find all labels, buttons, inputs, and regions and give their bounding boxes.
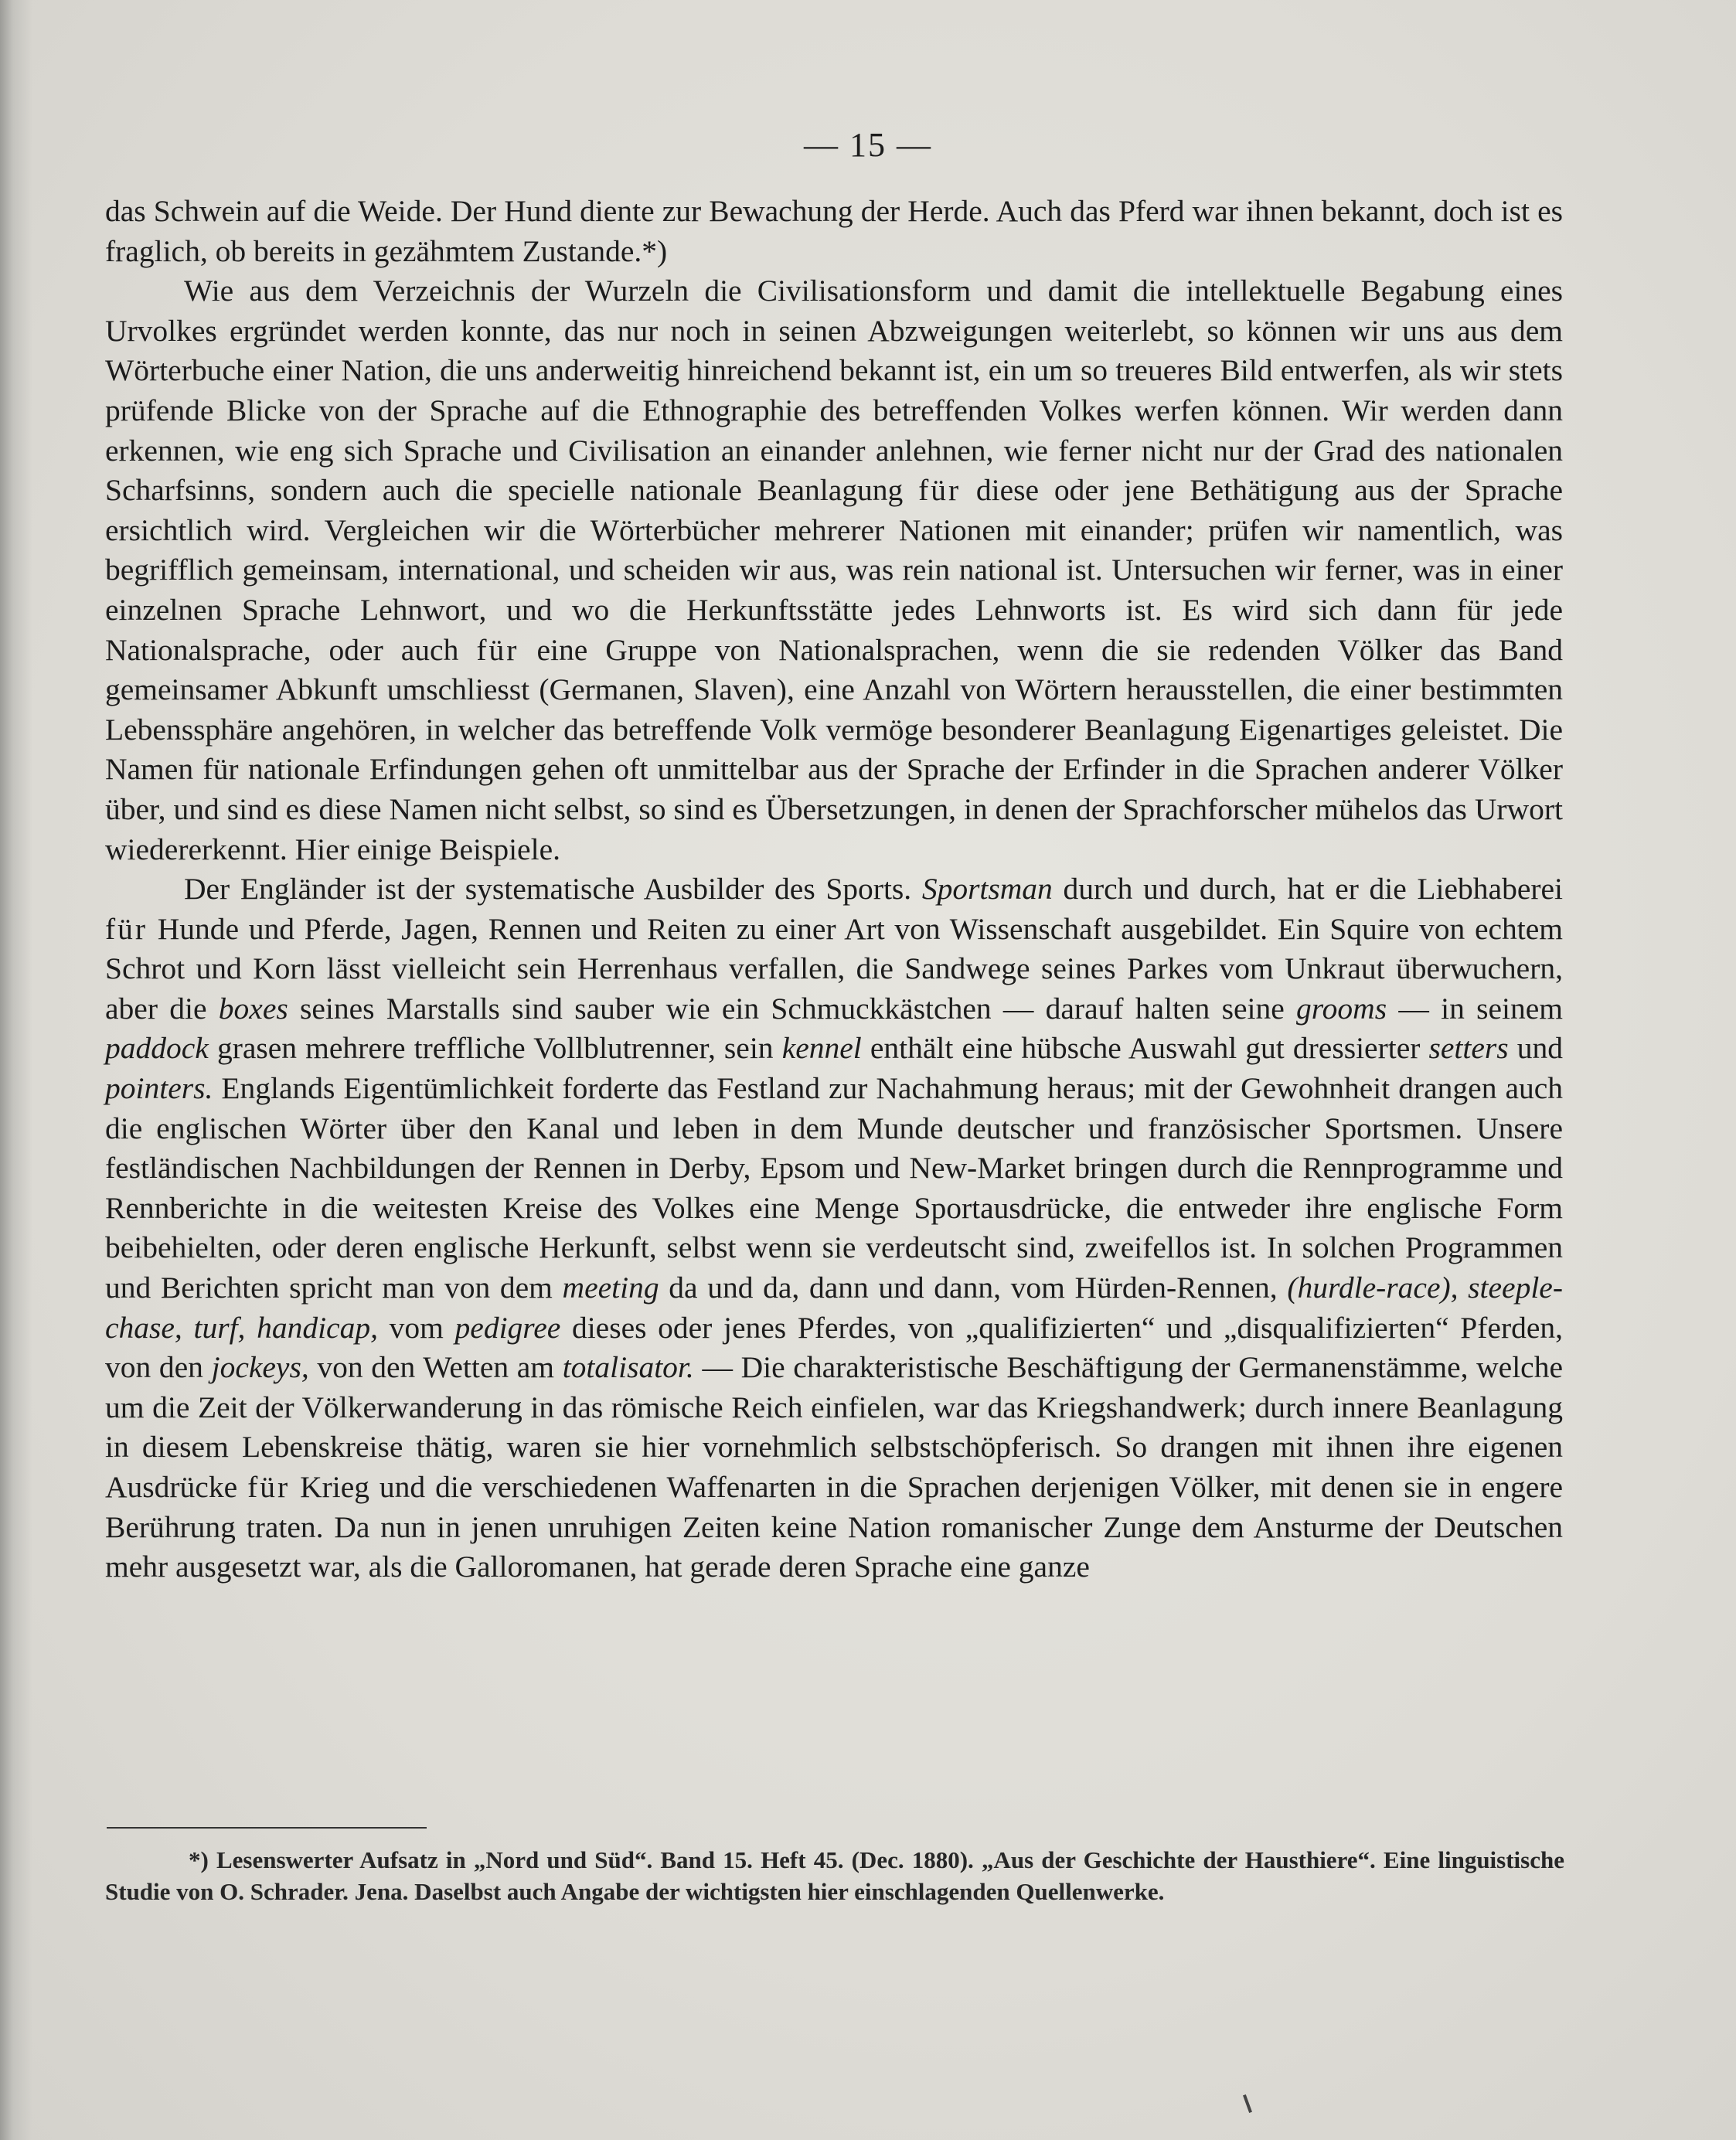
paragraph-2-text-e: eine Gruppe von Nationalsprachen, wenn die sie redenden Völker das Band gemeinsamer Abkunft umschliesst (Germanen, Slaven), eine Anzahl von Wörtern herausstellen, die einer bestimmten Lebenssphäre angehören, in welcher das betreffende Volk vermöge besonderer Beanlagung Eigenartiges geleistet. Die Namen für nationale Erfindungen gehen oft unmittelbar aus der Sprache der Erfinder in die Sprachen anderer Völker über, und sind es diese Namen nicht selbst, so sind es Übersetzungen, in denen der Sprachforscher mühelos das Urwort wiedererkennt. Hier einige Beispiele. <box>105 632 1564 866</box>
paragraph-3-text: enthält eine hübsche Auswahl gut dressierter <box>870 1031 1421 1066</box>
spaced-word: für <box>476 632 519 667</box>
spaced-word: für <box>247 1470 291 1504</box>
paragraph-3 <box>105 869 1563 1587</box>
footnote-mark: *) <box>189 1846 209 1873</box>
paragraph-3-text: da und da, dann und dann, vom Hürden-Rennen, <box>669 1271 1278 1305</box>
paragraph-2 <box>105 271 1563 869</box>
italic-term: kennel <box>781 1031 862 1066</box>
page-number: — 15 — <box>804 126 932 164</box>
italic-term: pedigree <box>454 1310 561 1345</box>
paragraph-3-text: durch und durch, hat er die Liebhaberei <box>1063 872 1564 907</box>
paragraph-3-text: vom <box>389 1310 444 1345</box>
paragraph-3-text: Hunde und Pferde, Jagen, Rennen und Reiten zu einer Art von Wissenschaft ausgebildet. Ein Squire von echtem Schrot und Korn lässt vielleicht sein Herrenhaus verfallen, die Sandwege seines Parkes vom Unkraut überwuchern, aber die <box>105 911 1563 1026</box>
italic-term: boxes <box>218 991 288 1026</box>
paragraph-3-text: dieses oder jenes Pferdes, von „qualifizierten“ und „disqualifizierten“ Pferden, von den <box>105 1310 1564 1385</box>
body-text <box>105 192 1563 1587</box>
italic-term: (hurdle-race), steeple-chase, turf, handicap, <box>105 1271 1563 1345</box>
italic-term: Sportsman <box>921 872 1053 907</box>
paragraph-2-text-a: Wie aus dem Verzeichnis der Wurzeln die Civilisationsform und damit die intellektuelle Begabung eines Urvolkes ergründet werden konnte, das nur noch in seinen Abzweigungen weiterlebt, so können wir uns aus dem Wörterbuche einer Nation, die uns anderweitig hinreichend bekannt ist, ein um so treueres Bild entwerfen, als wir stets prüfende Blicke von der Sprache auf die Ethnographie des betreffenden Volkes werfen können. Wir werden dann erkennen, wie eng sich Sprache und Civilisation an einander anlehnen, wie ferner nicht nur der Grad des nationalen Scharfsinns, sondern auch die specielle nationale Beanlagung <box>105 274 1563 508</box>
spaced-word: für <box>105 911 148 946</box>
italic-term: jockeys, <box>211 1350 309 1385</box>
footnote <box>105 1844 1564 1907</box>
binding-shadow <box>0 0 32 2140</box>
paragraph-3-text: und <box>1516 1031 1564 1066</box>
italic-term: setters <box>1428 1031 1509 1066</box>
paragraph-3-text: grasen mehrere treffliche Vollblutrenner, sein <box>216 1031 774 1066</box>
paragraph-2-text-c: diese oder jene Bethätigung aus der Sprache ersichtlich wird. Vergleichen wir die Wörterbücher mehrerer Nationen mit einander; prüfen wir namentlich, was begrifflich gemeinsam, international, und scheiden wir aus, was rein national ist. Untersuchen wir ferner, was in einer einzelnen Sprache Lehnwort, und wo die Herkunftsstätte jedes Lehnworts ist. Es wird sich dann für jede Nationalsprache, oder auch <box>105 473 1564 667</box>
paragraph-1: das Schwein auf die Weide. Der Hund diente zur Bewachung der Herde. Auch das Pferd war ihnen bekannt, doch ist es fraglich, ob bereits in gezähmtem Zustande.*) <box>105 194 1563 268</box>
italic-term: totalisator. <box>562 1350 694 1385</box>
paragraph-3-text: — Die charakteristische Beschäftigung der Germanenstämme, welche um die Zeit der Völkerwanderung in das römische Reich einfielen, war das Kriegshandwerk; durch innere Beanlagung in diesem Lebenskreise thätig, waren sie hier vornehmlich selbstschöpferisch. So drangen mit ihnen ihre eigenen Ausdrücke <box>105 1350 1563 1504</box>
spaced-word: für <box>918 473 962 508</box>
paragraph-3-text: von den Wetten am <box>317 1350 555 1385</box>
paper-speck <box>1243 2094 1252 2113</box>
paragraph-3-text: seines Marstalls sind sauber wie ein Schmuckkästchen — darauf halten seine <box>300 991 1285 1026</box>
footnote-divider <box>107 1827 427 1829</box>
paragraph-3-text: Krieg und die verschiedenen Waffenarten in die Sprachen derjenigen Völker, mit denen sie in engere Berührung traten. Da nun in jenen unruhigen Zeiten keine Nation romanischer Zunge dem Ansturme der Deutschen mehr ausgesetzt war, als die Galloromanen, hat gerade deren Sprache eine ganze <box>105 1470 1564 1584</box>
paragraph-3-text: Der Engländer ist der systematische Ausbilder des Sports. <box>184 872 912 907</box>
italic-term: meeting <box>562 1271 659 1305</box>
paragraph-3-text: — in seinem <box>1398 991 1564 1026</box>
paragraph-3-text: Englands Eigentümlichkeit forderte das Festland zur Nachahmung heraus; mit der Gewohnheit drangen auch die englischen Wörter über den Kanal und leben in dem Munde deutscher und französischer Sportsmen. Unsere festländischen Nachbildungen der Rennen in Derby, Epsom und New-Market bringen durch die Rennprogramme und Rennberichte in die weitesten Kreise des Volkes eine Menge Sportausdrücke, die entweder ihre englische Form beibehielten, oder deren englische Herkunft, selbst wenn sie verdeutscht sind, zweifellos ist. In solchen Programmen und Berichten spricht man von dem <box>105 1071 1564 1305</box>
italic-term: pointers. <box>105 1071 213 1106</box>
footnote-text: Lesenswerter Aufsatz in „Nord und Süd“. Band 15. Heft 45. (Dec. 1880). „Aus der Geschichte der Hausthiere“. Eine linguistische Studie von O. Schrader. Jena. Daselbst auch Angabe der wichtigsten hier einschlagenden Quellenwerke. <box>105 1846 1564 1905</box>
italic-term: grooms <box>1296 991 1387 1026</box>
italic-term: paddock <box>105 1031 209 1066</box>
